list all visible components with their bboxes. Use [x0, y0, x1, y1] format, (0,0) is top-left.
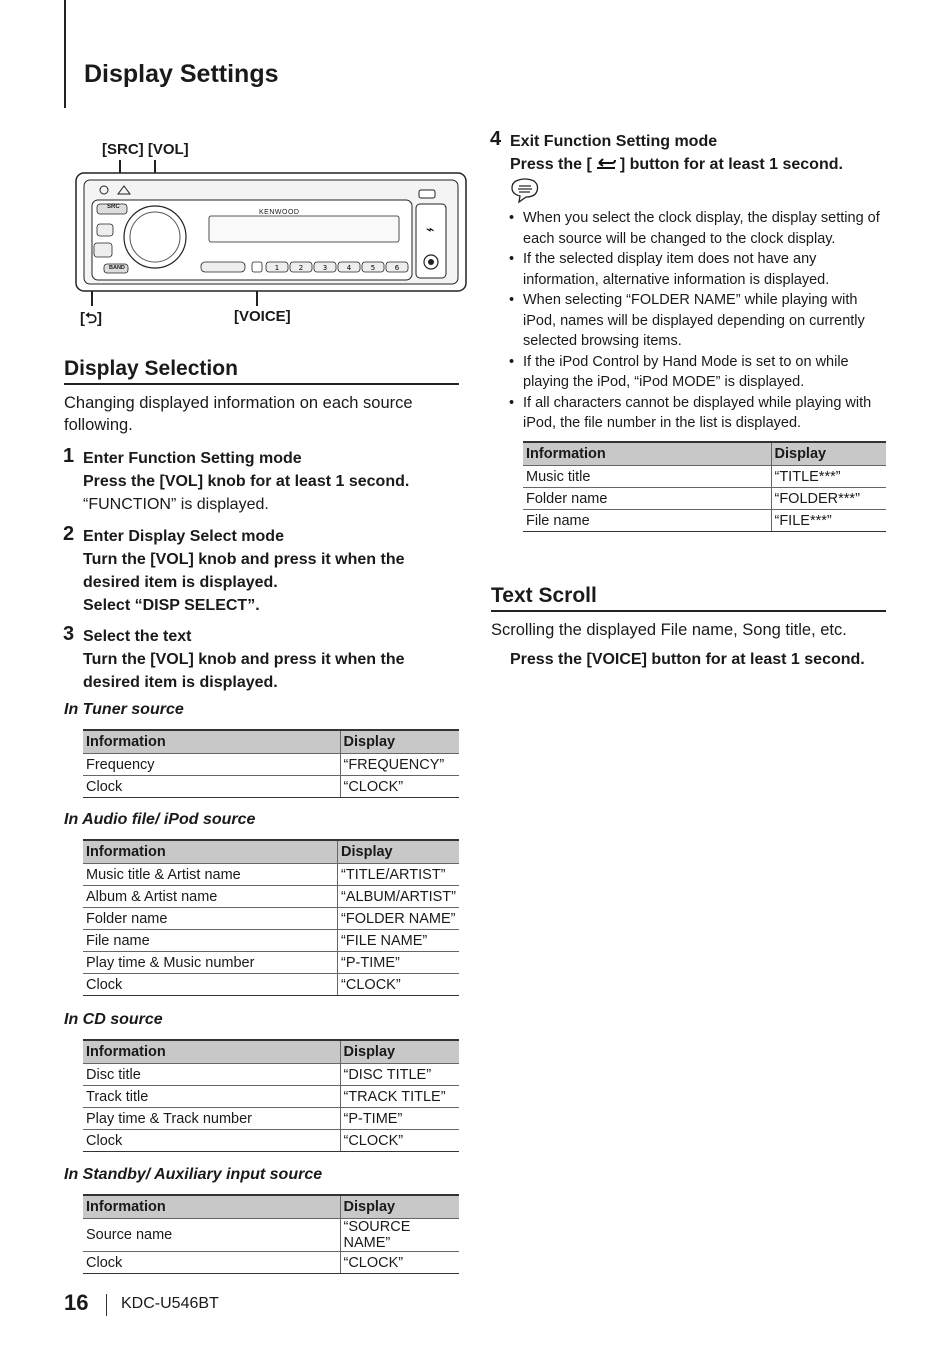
cell-display: “TITLE***”: [771, 466, 886, 488]
text-scroll-instruction: [510, 648, 890, 671]
preset-label: 2: [298, 264, 304, 272]
list-item: • If all characters cannot be displayed while playing with iPod, the file number in the list is displayed.: [509, 393, 887, 434]
cell-display: “TITLE/ARTIST”: [338, 864, 459, 886]
col-information: Information: [83, 1195, 340, 1219]
cell-display: “FOLDER NAME”: [338, 908, 459, 930]
cell-display: “SOURCE NAME”: [340, 1219, 459, 1252]
step-number: 1: [63, 445, 75, 467]
table-row: [83, 974, 459, 996]
step-instruction: Turn the [VOL] knob and press it when the desired item is displayed.: [83, 551, 405, 591]
cell-display: “CLOCK”: [340, 1130, 459, 1152]
preset-label: 4: [346, 264, 352, 272]
tuner-table: [83, 729, 459, 798]
cell-display: “P-TIME”: [338, 952, 459, 974]
step-instruction-2: Select “DISP SELECT”.: [83, 597, 260, 614]
cell-info: Frequency: [83, 754, 340, 776]
page-number: 16: [64, 1290, 89, 1315]
step-number: 3: [63, 623, 75, 645]
table-row: [83, 754, 459, 776]
step-title: Enter Function Setting mode: [83, 450, 302, 467]
audio-source-heading: In Audio file/ iPod source: [64, 811, 256, 828]
step-3: [63, 623, 453, 694]
col-information: Information: [83, 840, 338, 864]
head-unit-illustration: [64, 138, 474, 328]
display-selection-intro: Changing displayed information on each source following.: [64, 394, 413, 434]
src-vol-label: [SRC] [VOL]: [102, 141, 189, 158]
cd-source-heading: In CD source: [64, 1011, 163, 1028]
step-instruction: [510, 153, 890, 176]
cell-display: “CLOCK”: [338, 974, 459, 996]
svg-text:⌁: ⌁: [426, 222, 435, 238]
cell-info: Clock: [83, 974, 338, 996]
cell-display: “P-TIME”: [340, 1108, 459, 1130]
model-name: KDC-U546BT: [121, 1295, 219, 1312]
instruction-prefix: Press the [: [510, 156, 592, 173]
cell-display: “FOLDER***”: [771, 488, 886, 510]
cell-info: Folder name: [523, 488, 771, 510]
table-row: [83, 1219, 459, 1252]
list-item: • If the selected display item does not have any information, alternative information is displayed.: [509, 249, 887, 290]
list-item: • If the iPod Control by Hand Mode is set to on while playing the iPod, “iPod MODE” is displayed.: [509, 352, 887, 393]
step-title: Exit Function Setting mode: [510, 133, 718, 150]
table-row: [523, 488, 886, 510]
col-display: Display: [338, 840, 459, 864]
step-1: [63, 445, 463, 516]
note-icon: [510, 178, 540, 204]
brand-logo: KENWOOD: [259, 209, 300, 216]
step-number: 4: [490, 128, 502, 150]
col-information: Information: [83, 1040, 340, 1064]
cell-info: Music title: [523, 466, 771, 488]
cell-info: File name: [83, 930, 338, 952]
list-item: • When you select the clock display, the display setting of each source will be changed to the clock display.: [509, 208, 887, 249]
col-display: Display: [771, 442, 886, 466]
footer-divider: [106, 1294, 107, 1316]
folder-list-table: [523, 441, 886, 532]
cell-info: Play time & Music number: [83, 952, 338, 974]
tuner-source-heading: In Tuner source: [64, 701, 184, 718]
head-unit-diagram: [64, 138, 474, 328]
cell-info: Clock: [83, 1130, 340, 1152]
back-arrow-icon: [594, 156, 618, 170]
step-number: 2: [63, 523, 75, 545]
cell-display: “TRACK TITLE”: [340, 1086, 459, 1108]
text-scroll-heading: Text Scroll: [491, 584, 886, 612]
cell-display: “FILE NAME”: [338, 930, 459, 952]
preset-label: 1: [274, 264, 280, 272]
step-4: [490, 128, 890, 176]
page-title: Display Settings: [84, 60, 279, 88]
table-row: [523, 510, 886, 532]
col-information: Information: [523, 442, 771, 466]
list-item: • When selecting “FOLDER NAME” while playing with iPod, names will be displayed depending on currently selected browsing items.: [509, 290, 887, 352]
voice-button-label: [VOICE]: [234, 308, 291, 325]
cell-info: Music title & Artist name: [83, 864, 338, 886]
table-row: [523, 466, 886, 488]
preset-label: 3: [322, 264, 328, 272]
table-row: [83, 1086, 459, 1108]
cell-display: “ALBUM/ARTIST”: [338, 886, 459, 908]
cd-table: [83, 1039, 459, 1152]
notes-list: [509, 208, 887, 434]
audio-table: [83, 839, 459, 996]
table-row: [83, 864, 459, 886]
col-information: Information: [83, 730, 340, 754]
col-display: Display: [340, 730, 459, 754]
preset-label: 5: [370, 264, 376, 272]
cell-info: Play time & Track number: [83, 1108, 340, 1130]
cell-info: Source name: [83, 1219, 340, 1252]
cell-info: Album & Artist name: [83, 886, 338, 908]
band-button-label: BAND: [109, 265, 125, 271]
cell-display: “CLOCK”: [340, 1252, 459, 1274]
table-row: [83, 908, 459, 930]
col-display: Display: [340, 1040, 459, 1064]
step-instruction: Press the [VOL] knob for at least 1 second.: [83, 473, 410, 490]
table-row: [83, 1108, 459, 1130]
table-row: [83, 1130, 459, 1152]
cell-info: Clock: [83, 776, 340, 798]
step-instruction: Press the [VOICE] button for at least 1 second.: [510, 651, 865, 668]
back-button-label: [⮌]: [80, 310, 103, 327]
step-note: “FUNCTION” is displayed.: [83, 496, 269, 513]
table-row: [83, 1252, 459, 1274]
col-display: Display: [340, 1195, 459, 1219]
display-selection-heading: Display Selection: [64, 357, 459, 385]
cell-info: Clock: [83, 1252, 340, 1274]
standby-source-heading: In Standby/ Auxiliary input source: [64, 1166, 323, 1183]
instruction-suffix: ] button for at least 1 second.: [619, 156, 843, 173]
step-title: Select the text: [83, 628, 192, 645]
table-row: [83, 952, 459, 974]
cell-info: Disc title: [83, 1064, 340, 1086]
standby-table: [83, 1194, 459, 1274]
preset-label: 6: [394, 264, 400, 272]
table-row: [83, 1064, 459, 1086]
cell-info: Track title: [83, 1086, 340, 1108]
step-instruction: Turn the [VOL] knob and press it when the desired item is displayed.: [83, 651, 405, 691]
text-scroll-intro: Scrolling the displayed File name, Song title, etc.: [491, 621, 847, 639]
table-row: [83, 930, 459, 952]
table-row: [83, 776, 459, 798]
header-rule: [64, 0, 66, 108]
cell-info: File name: [523, 510, 771, 532]
step-2: [63, 523, 453, 617]
cell-info: Folder name: [83, 908, 338, 930]
step-title: Enter Display Select mode: [83, 528, 284, 545]
table-row: [83, 886, 459, 908]
src-button-label: SRC: [107, 204, 120, 210]
cell-display: “FILE***”: [771, 510, 886, 532]
cell-display: “FREQUENCY”: [340, 754, 459, 776]
cell-display: “DISC TITLE”: [340, 1064, 459, 1086]
cell-display: “CLOCK”: [340, 776, 459, 798]
